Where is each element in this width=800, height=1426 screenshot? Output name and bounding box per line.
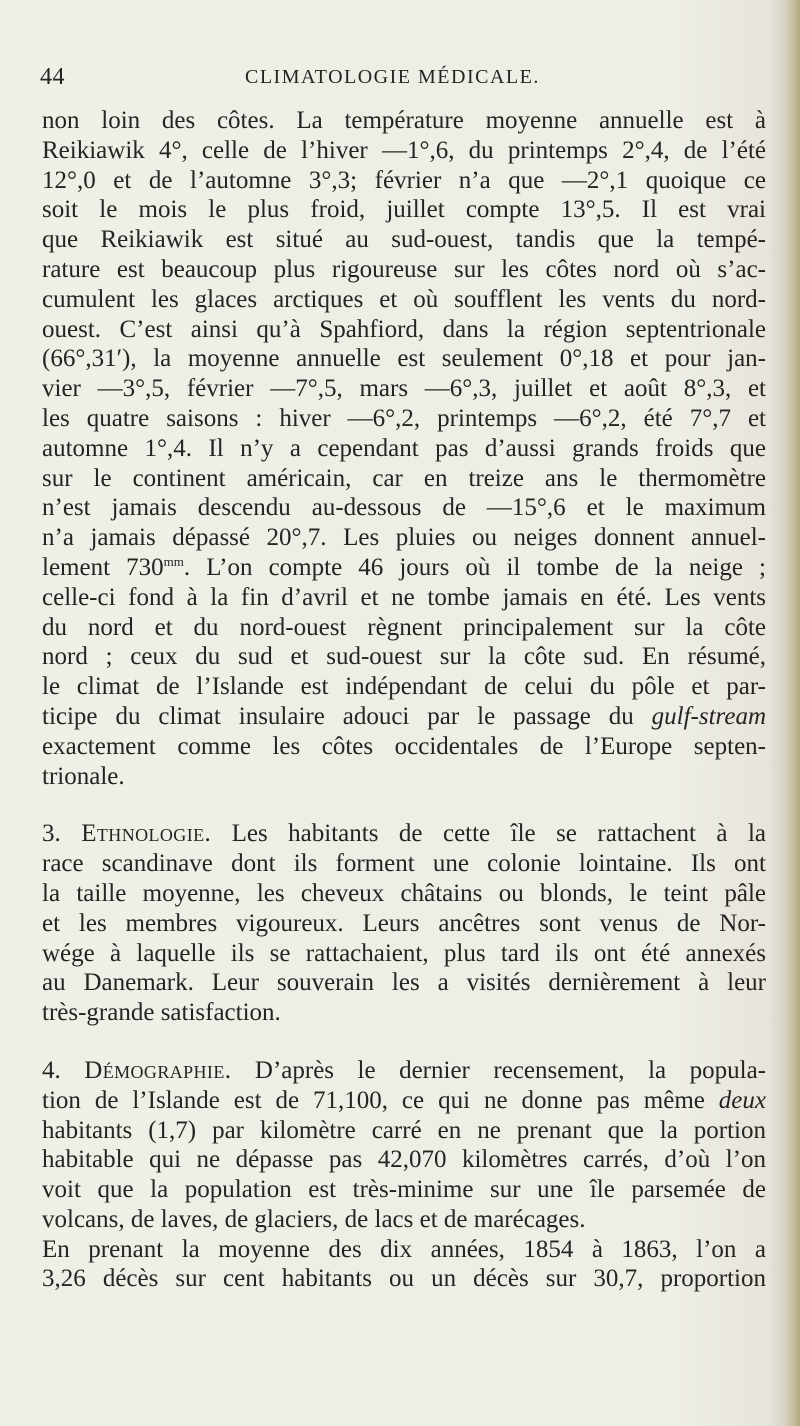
text-line: n’est jamais descendu au-dessous de —15°,6 et le maximum <box>42 494 766 522</box>
text-line: le climat de l’Islande est indépendant de celui du pôle et par- <box>42 673 766 701</box>
text-fragment: tion de l’Islande est de 71,100, ce qui ne donne pas même <box>42 1086 719 1114</box>
unit-superscript: mm <box>163 553 184 569</box>
text-line: 12°,0 et de l’automne 3°,3; février n’a que —2°,1 quoique ce <box>42 166 766 194</box>
italic-term: gulf-stream <box>651 702 766 730</box>
text-line <box>42 1056 766 1086</box>
text-fragment: ticipe du climat insulaire adouci par le passage du <box>42 702 652 730</box>
text-line <box>42 702 766 732</box>
section-number: 3. <box>42 820 61 848</box>
text-line: sur le continent américain, car en treize ans le thermomètre <box>42 464 766 492</box>
text-line: race scandinave dont ils forment une colonie lointaine. Ils ont <box>42 850 766 878</box>
paragraph-climate <box>42 106 766 791</box>
section-number: 4. <box>42 1056 61 1084</box>
text-fragment: . L’on compte 46 jours où il tombe de la neige ; <box>183 553 766 581</box>
text-line: vier —3°,5, février —7°,5, mars —6°,3, juillet et août 8°,3, et <box>42 375 766 403</box>
section-heading: Démographie. <box>84 1056 232 1084</box>
text-line: En prenant la moyenne des dix années, 1854 à 1863, l’on a <box>42 1235 766 1263</box>
text-line: automne 1°,4. Il n’y a cependant pas d’aussi grands froids que <box>42 434 766 462</box>
text-line: très-grande satisfaction. <box>42 999 281 1027</box>
text-line <box>42 1086 766 1116</box>
text-line <box>42 553 766 583</box>
body-text <box>42 106 766 1294</box>
text-line: celle-ci fond à la fin d’avril et ne tombe jamais en été. Les vents <box>42 583 766 611</box>
text-line: soit le mois le plus froid, juillet compte 13°,5. Il est vrai <box>42 196 766 224</box>
text-line: voit que la population est très-minime sur une île parsemée de <box>42 1176 766 1204</box>
section-heading: Ethnologie. <box>81 820 212 848</box>
text-line: wége à laquelle ils se rattachaient, plus tard ils ont été annexés <box>42 939 766 967</box>
text-line: (66°,31′), la moyenne annuelle est seulement 0°,18 et pour jan- <box>42 345 766 373</box>
text-line: exactement comme les côtes occidentales de l’Europe septen- <box>42 732 766 760</box>
text-fragment: lement 730 <box>42 553 164 581</box>
text-line: du nord et du nord-ouest règnent principalement sur la côte <box>42 613 766 641</box>
text-line: les quatre saisons : hiver —6°,2, printemps —6°,2, été 7°,7 et <box>42 404 766 432</box>
text-line <box>42 819 766 849</box>
text-line: non loin des côtes. La température moyenne annuelle est à <box>42 107 766 134</box>
text-fragment: D’après le dernier recensement, la popula- <box>231 1056 766 1084</box>
text-line: au Danemark. Leur souverain les a visités dernièrement à leur <box>42 969 766 997</box>
text-line: ouest. C’est ainsi qu’à Spahfiord, dans la région septentrionale <box>42 315 766 343</box>
text-fragment: Les habitants de cette île se rattachent à la <box>211 820 767 848</box>
text-line: 3,26 décès sur cent habitants ou un décès sur 30,7, proportion <box>42 1265 766 1293</box>
page-header <box>40 64 760 94</box>
running-title: CLIMATOLOGIE MÉDICALE. <box>245 66 540 88</box>
text-line: nord ; ceux du sud et sud-ouest sur la côte sud. En résumé, <box>42 643 766 671</box>
text-line: volcans, de laves, de glaciers, de lacs et de marécages. <box>42 1205 586 1233</box>
italic-term: deux <box>718 1086 766 1114</box>
text-line: habitants (1,7) par kilomètre carré en ne prenant que la portion <box>42 1116 766 1144</box>
text-line: n’a jamais dépassé 20°,7. Les pluies ou neiges donnent annuel- <box>42 524 766 552</box>
text-line: et les membres vigoureux. Leurs ancêtres sont venus de Nor- <box>42 909 766 937</box>
text-line: habitable qui ne dépasse pas 42,070 kilomètres carrés, d’où l’on <box>42 1146 766 1174</box>
paragraph-demographie <box>42 1056 766 1235</box>
text-line: rature est beaucoup plus rigoureuse sur les côtes nord où s’ac- <box>42 255 766 283</box>
text-line: Reikiawik 4°, celle de l’hiver —1°,6, du printemps 2°,4, de l’été <box>42 136 766 164</box>
text-line: cumulent les glaces arctiques et où soufflent les vents du nord- <box>42 285 766 313</box>
text-line: la taille moyenne, les cheveux châtains ou blonds, le teint pâle <box>42 879 766 907</box>
page-number: 44 <box>40 64 65 90</box>
paragraph-ethnologie <box>42 819 766 1028</box>
paragraph-mortalite <box>42 1235 766 1295</box>
text-line: que Reikiawik est situé au sud-ouest, tandis que la tempé- <box>42 226 766 254</box>
page-edge-shadow <box>786 0 800 1426</box>
text-line: trionale. <box>42 762 125 790</box>
